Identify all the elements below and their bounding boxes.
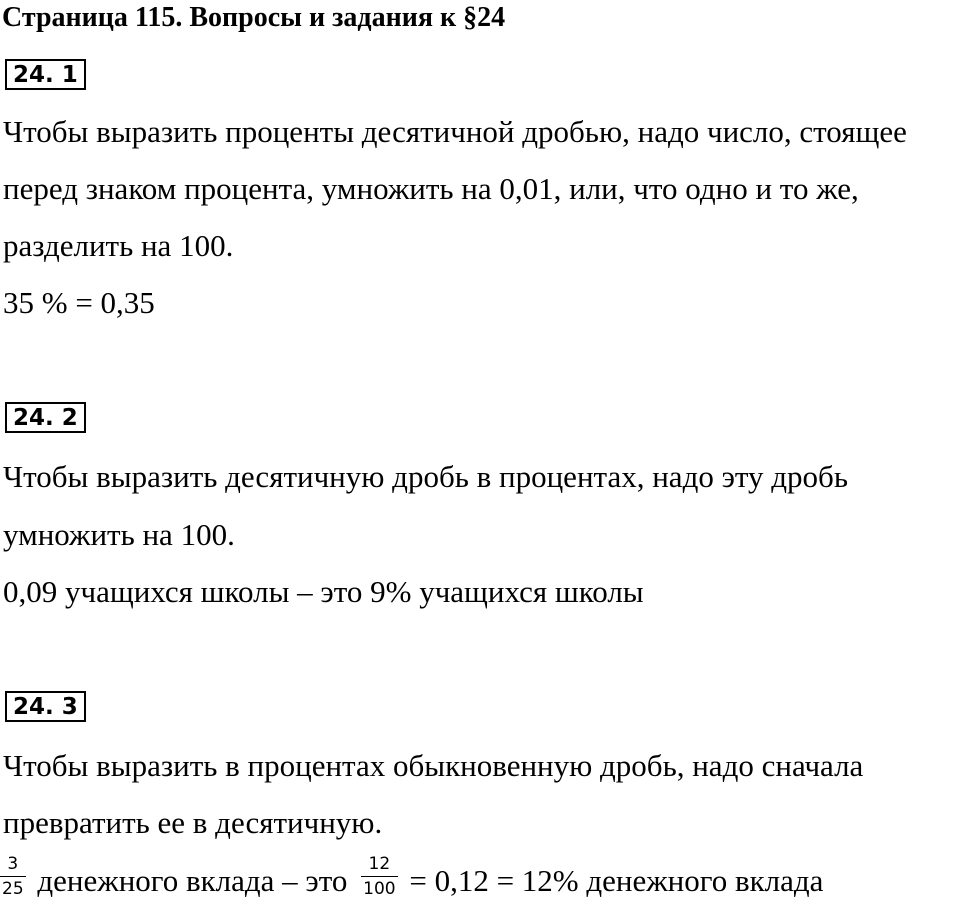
example-text-2: = 0,12 = 12% денежного вклада [409, 862, 824, 898]
section-3-example [0, 854, 824, 903]
section-1-example: 35 % = 0,35 [3, 285, 155, 320]
section-1-line-1: Чтобы выразить проценты десятичной дробью, надо число, стоящее [3, 114, 907, 149]
section-2-example: 0,09 учащихся школы – это 9% учащихся школы [3, 574, 644, 609]
section-1-line-2: перед знаком процента, умножить на 0,01, или, что одно и то же, [3, 171, 859, 206]
section-3-line-2: превратить ее в десятичную. [3, 805, 383, 840]
fraction-numerator: 3 [0, 854, 26, 877]
fraction-denominator: 25 [2, 879, 24, 900]
section-1-line-3: разделить на 100. [3, 228, 234, 263]
fraction-denominator: 100 [363, 879, 396, 900]
example-text-1: денежного вклада – это [37, 862, 348, 898]
section-tag-24-1: 24. 1 [5, 59, 86, 90]
section-tag-24-3: 24. 3 [5, 691, 86, 722]
section-2-line-1: Чтобы выразить десятичную дробь в процентах, надо эту дробь [3, 459, 848, 494]
fraction-numerator: 12 [361, 854, 397, 877]
section-2-line-2: умножить на 100. [3, 517, 235, 552]
page-title: Страница 115. Вопросы и задания к §24 [2, 2, 506, 33]
fraction-3-25 [0, 854, 26, 899]
section-3-line-1: Чтобы выразить в процентах обыкновенную дробь, надо сначала [3, 748, 864, 783]
section-tag-24-2: 24. 2 [5, 402, 86, 433]
fraction-12-100 [361, 854, 397, 899]
